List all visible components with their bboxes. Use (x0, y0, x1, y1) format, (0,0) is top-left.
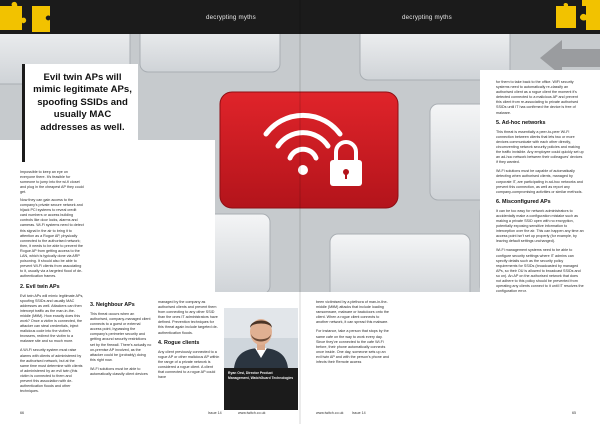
paragraph: This threat occurs when an authorised, company-managed client connects to a guest or external access point, bypassing the company's perimeter security and getting around security restrictions set by the firewall. There's actually no on-premise AP involved, as the attacker could be (probably) doing this right now. (90, 312, 152, 362)
author-portrait (224, 308, 298, 368)
issue-label: Issue 14 (208, 411, 222, 415)
section-tag: decrypting myths (402, 14, 452, 21)
section-heading: 4. Rogue clients (158, 339, 200, 346)
pull-quote (22, 64, 138, 162)
paragraph: been victimised by a plethora of man-in-the-middle (MitM) attacks that include loading ransomware, malware or backdoors onto the client. When a rogue client connects to another network, it can spread this malware. (316, 300, 389, 325)
section-tag: decrypting myths (206, 14, 256, 21)
issue-label: Issue 14 (352, 411, 366, 415)
paragraph: Wi-Fi management systems need to be able to configure security settings where IT admins can specify details such as the security policy requirements for SSIDs (broadcasted by managed APs, so their OU is allowed to broadcast SSIDs and so on). An AP on the authorised network that does not adhere to this policy should be prevented from operating any clients connect to it until IT resolves the configuration error. (496, 248, 584, 294)
puzzle-piece-icon (554, 2, 578, 32)
left-column-1-cont (20, 198, 84, 398)
section-heading: 6. Misconfigured APs (496, 198, 551, 205)
paragraph: Impossible to keep an eye on everyone there. It's feasible for someone to jump into the wi-fi closet and plug in the cheapest AP they could get. (20, 170, 84, 195)
left-header-bar (0, 0, 300, 34)
paragraph: Evil twin APs will mimic legitimate APs, spoofing SSIDs and usually MAC addresses as well. Attackers can then intercept traffic as the man-in-the-middle (MitM). How exactly does this work? Once a victim is connected, the attacker can steal credentials, inject malicious code into the victim's browsers, redirect the victim to a malware site and so much more. (20, 293, 84, 344)
site-url[interactable]: www.twitch.co.uk (238, 411, 266, 415)
right-column-1 (316, 300, 390, 369)
paragraph: Now they can gain access to the company's private secure network and hijack PCI systems to reveal credit card numbers or access building controls like door locks, alarms and cameras. Wi-Fi systems need to detect this signal in the air to bring it to attention as a Rogue AP, physically connected to the authorised network; then, it needs to be able to prevent the Rogue AP from getting access to the LAN, which is typically done via ARP poisoning. It should also be able to prevent Wi-Fi clients from associating to it, usually via a targeted flood of de-authentication frames. (20, 198, 84, 279)
paragraph: managed by the company as authorised clients and prevent them from connecting to any other SSID than the ones IT administrators have defined. Prevention techniques for this threat again include targeted de-authentication floods. (158, 300, 218, 335)
paragraph: Wi-Fi solutions must be able to automatically classify client devices (90, 366, 148, 377)
right-header-bar (300, 0, 600, 34)
puzzle-piece-icon (0, 0, 28, 34)
paragraph: Wi-Fi solutions must be capable of automatically detecting when authorised clients, managed by corporate IT, are participating in ad-hoc networks and prevent this connection, as well as report any company-compromising activities or similar methods. (496, 169, 583, 194)
right-column-2 (496, 80, 584, 298)
portrait-caption (224, 368, 298, 410)
page-spine (299, 0, 301, 424)
site-url[interactable]: www.twitch.co.uk (316, 411, 344, 415)
page-number-left: 66 (20, 411, 24, 415)
section-heading: 5. Ad-hoc networks (496, 119, 546, 126)
paragraph: This threat is essentially a peer-to-peer Wi-Fi connection between clients that lets two or more devices communicate with each other directly, circumventing network security policies and making the traffic invisible. Any employee could quickly set up an ad-hoc network between their colleagues' devices if they wanted. (496, 129, 584, 165)
paragraph: A Wi-Fi security system must raise alarms with clients of administered by the authorised network, but at the same time must determine with clients of administered by an evil twin (this victim is connected to them and prevent this association with de-authentication floods and other techniques. (20, 348, 83, 394)
pull-quote-text: Evil twin APs will mimic legitimate APs, spoofing SSIDs and usually MAC addresses as well. (33, 72, 132, 133)
section-heading: 2. Evil twin APs (20, 283, 60, 290)
puzzle-piece-icon (578, 0, 600, 34)
caption-text: Ryan Orsi, Director Product Management, WatchGuard Technologies (228, 371, 294, 380)
left-column-1 (20, 170, 84, 199)
section-heading: 3. Neighbour APs (90, 302, 135, 308)
page-number-right: 65 (572, 411, 576, 415)
left-column-3 (158, 300, 220, 384)
paragraph: For instance, take a person that stops by the same cafe on the way to work every day. Since they've connected to the cafe Wi-Fi before, their phone automatically connects once inside. One day, someone sets up an evil twin AP and with the person's phone and infects their Remote access (316, 329, 390, 365)
paragraph: Any client previously connected to a rogue AP or other malicious AP within the range of a private network is considered a rogue client. A client that connected to a rogue AP could have (158, 349, 220, 380)
puzzle-piece-icon (30, 4, 52, 34)
paragraph: for them to take back to the office. WiFi security systems need to automatically re-classify an authorised client as a rogue client the moment it's detected connected to a malicious AP and prevent this client from re-associating to private authorised SSIDs until IT has confirmed the device is free of malware. (496, 80, 579, 115)
paragraph: It can be too easy for network administrators to accidentally make a configuration mistake such as making a private SSID open with no encryption, potentially exposing sensitive information to interception over the air. This can happen any time an access point isn't set up properly (for example, by leaving default settings unchanged). (496, 208, 584, 244)
left-column-2 (90, 300, 152, 381)
